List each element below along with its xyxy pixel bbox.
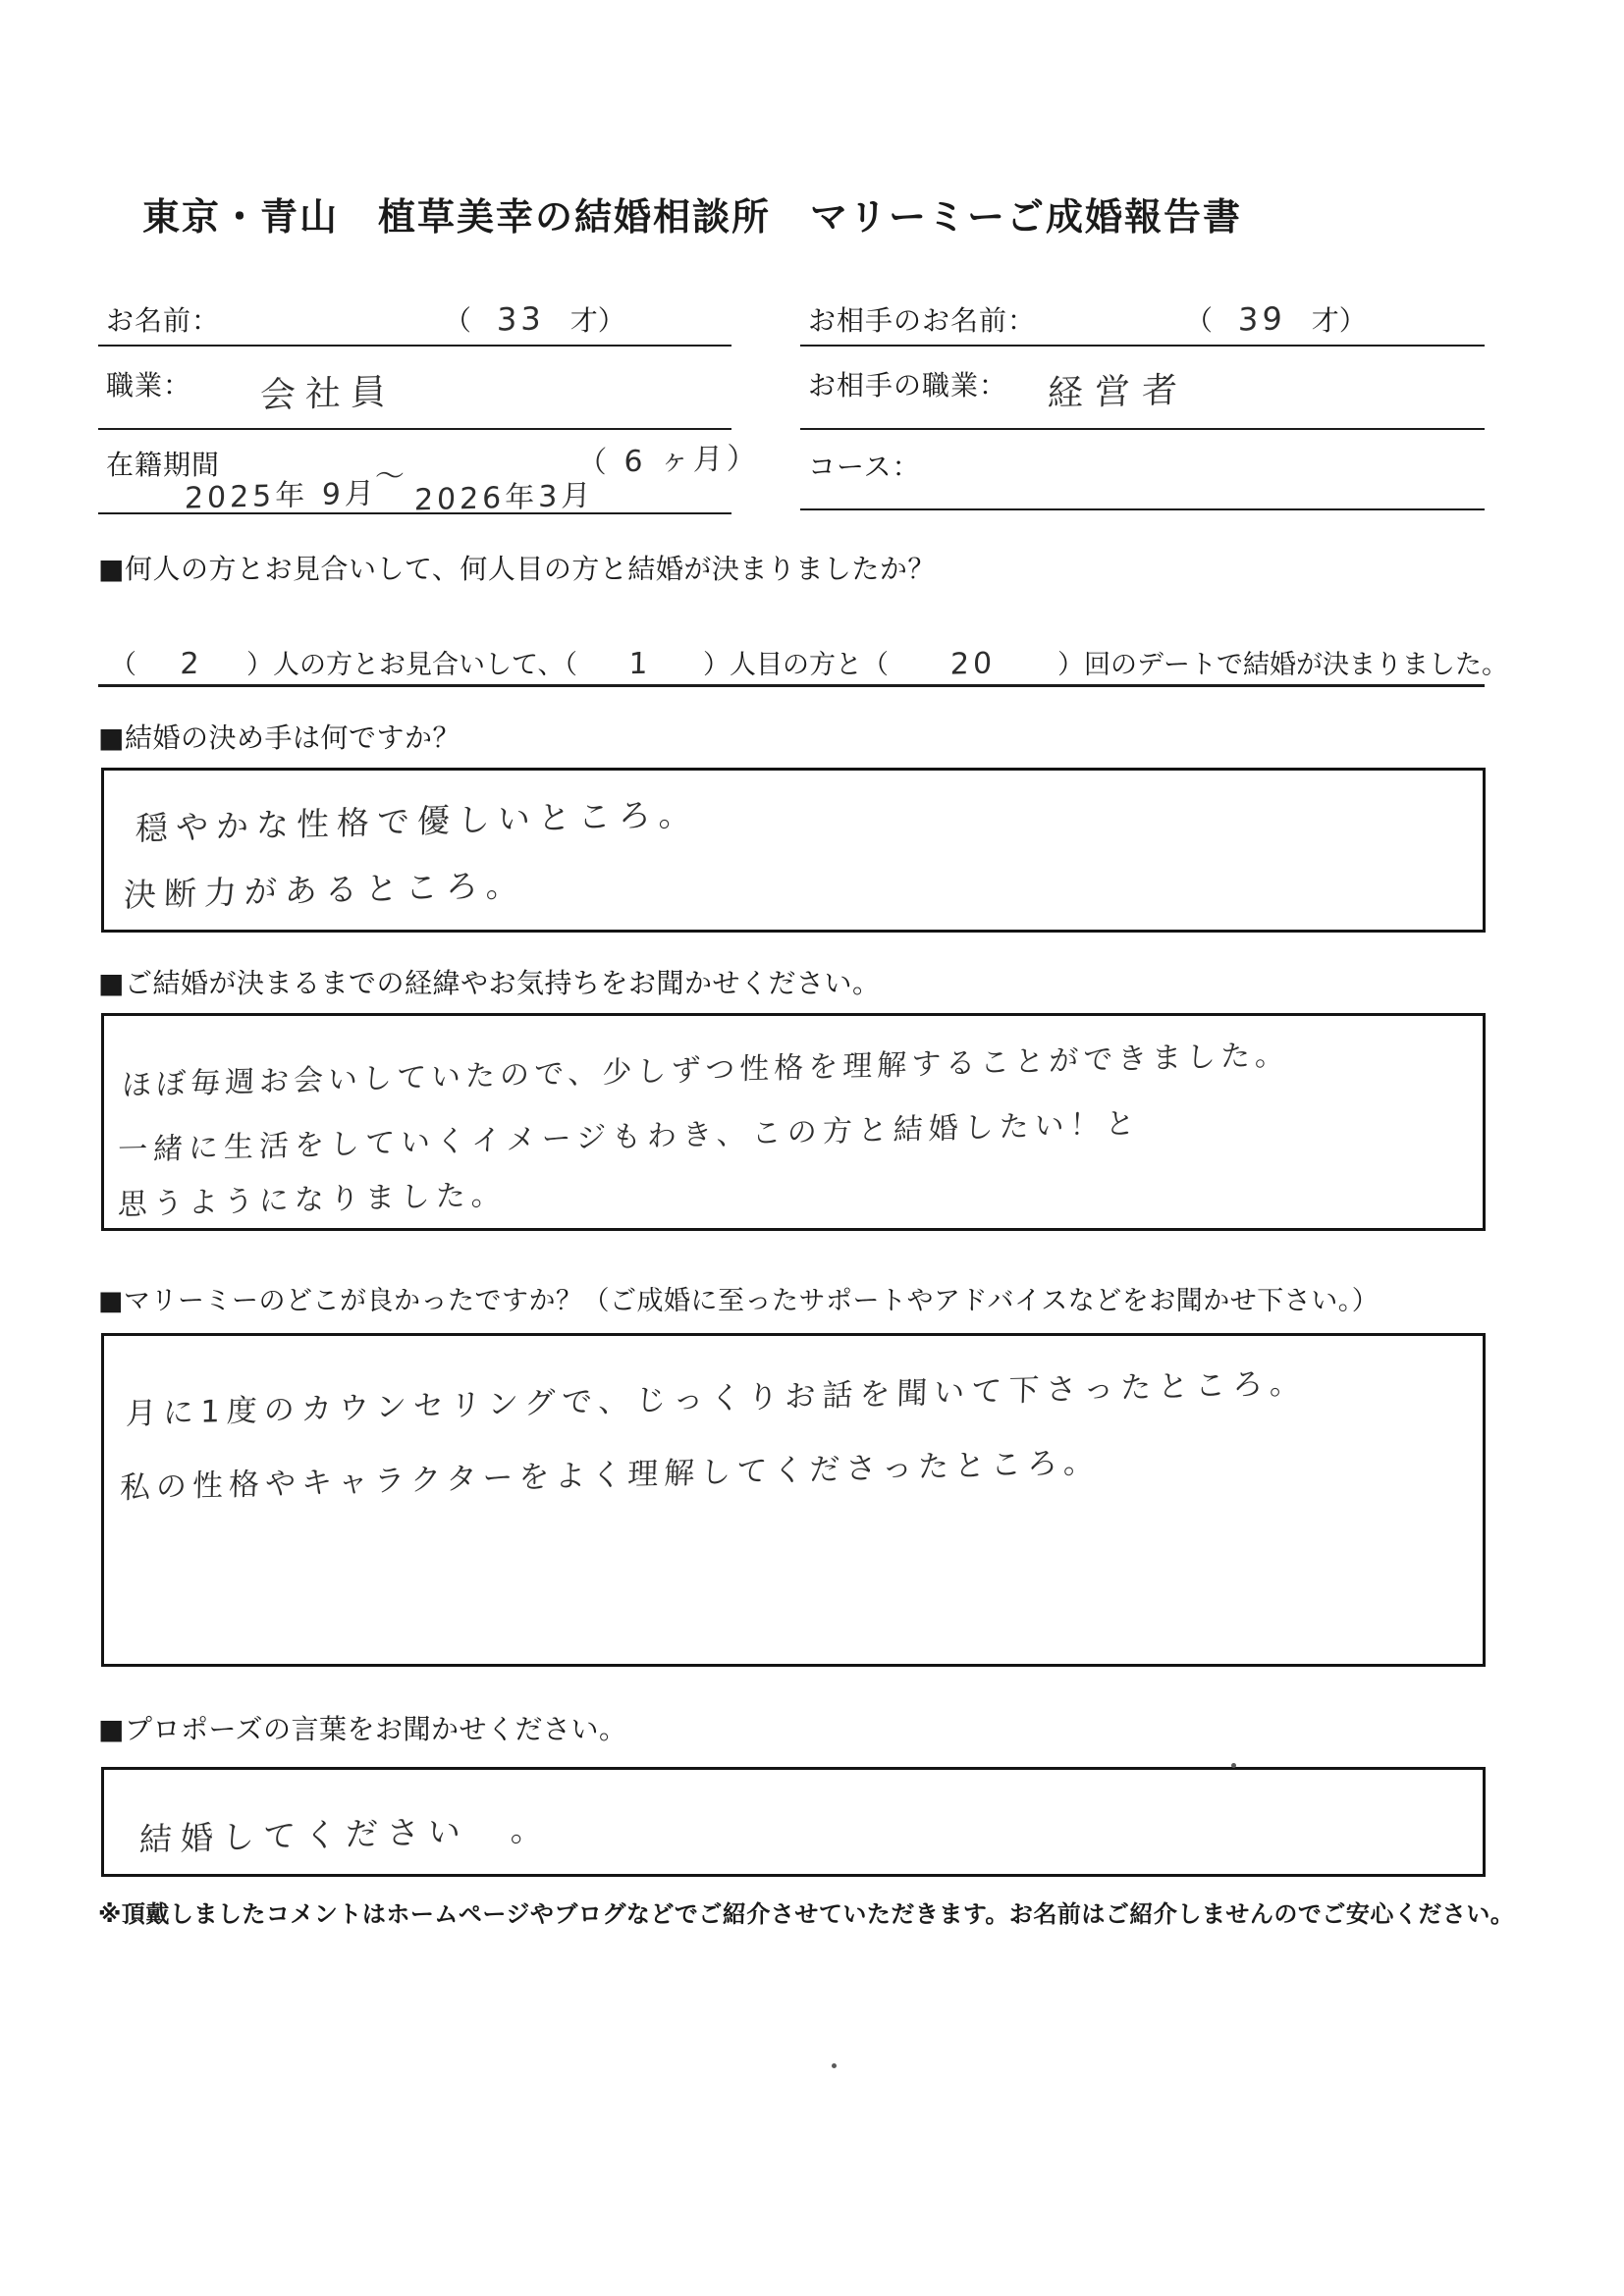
- partner-occupation-value: 経営者: [1047, 370, 1190, 414]
- handwritten-answer-line: 私の性格やキャラクターをよく理解してくださったところ。: [119, 1444, 1101, 1507]
- handwritten-answer-line: 結婚してください 。: [138, 1809, 553, 1859]
- handwritten-answer-line: 思うようになりました。: [117, 1177, 508, 1223]
- partner-age-value: 39: [1237, 299, 1287, 339]
- field-enrollment-period: [98, 430, 761, 518]
- partner-occupation-label: お相手の職業：: [808, 369, 1008, 401]
- footer-note: ※頂戴しましたコメントはホームページやブログなどでご紹介させていただきます。お名前はご紹介しませんのでご安心ください。: [98, 1900, 1515, 1928]
- scan-speck: [1231, 1763, 1236, 1768]
- paren-open: （: [444, 304, 472, 337]
- occupation-label: 職業：: [106, 369, 192, 401]
- q1-answer-seg1: ）人の方とお見合いして、（: [246, 650, 577, 680]
- question-5: ■プロポーズの言葉をお聞かせください。: [98, 1713, 627, 1745]
- field-name: [98, 288, 731, 347]
- question-3: ■ご結婚が決まるまでの経緯やお気持ちをお聞かせください。: [98, 967, 881, 999]
- name-age-value: 33: [496, 299, 546, 339]
- date-count-value: 20: [949, 646, 997, 682]
- q1-answer-line: [110, 643, 1508, 681]
- paren-open: （: [110, 650, 136, 680]
- enrollment-label: 在籍期間: [106, 449, 221, 481]
- scan-speck: [832, 2063, 837, 2068]
- q2-answer-box: [101, 768, 1486, 933]
- q1-answer-seg3: ）回のデートで結婚が決まりました。: [1056, 650, 1508, 680]
- field-partner-name: [800, 288, 1485, 347]
- separator-rule: [98, 684, 1485, 687]
- name-age-group: [444, 299, 625, 339]
- handwritten-answer-line: ほぼ毎週お会いしていたので、少しずつ性格を理解することができました。: [121, 1038, 1290, 1103]
- decided-number-value: 1: [627, 646, 652, 682]
- question-1: ■何人の方とお見合いして、何人目の方と結婚が決まりましたか？: [98, 553, 936, 585]
- met-count-value: 2: [179, 646, 204, 682]
- paren-close: 才）: [1311, 304, 1367, 337]
- q4-answer-box: [101, 1333, 1486, 1667]
- handwritten-answer-line: 決断力があるところ。: [123, 865, 527, 915]
- handwritten-answer-line: 一緒に生活をしていくイメージもわき、この方と結婚したい！と: [117, 1106, 1142, 1168]
- enrollment-end-value: 2026年3月: [413, 478, 595, 518]
- enrollment-tilde: ～: [374, 458, 409, 495]
- field-course: [800, 430, 1485, 510]
- enrollment-start-value: 2025年 9月: [184, 476, 379, 516]
- field-partner-occupation: [800, 347, 1485, 430]
- handwritten-answer-line: 月に1度のカウンセリングで、じっくりお話を聞いて下さったところ。: [125, 1365, 1308, 1432]
- question-4: ■マリーミーのどこが良かったですか？（ご成婚に至ったサポートやアドバイスなどをお聞かせ下さい。）: [98, 1286, 1380, 1316]
- q1-answer-seg2: ）人目の方と（: [702, 650, 889, 680]
- page-title: 東京・青山 植草美幸の結婚相談所 マリーミーご成婚報告書: [142, 195, 1243, 239]
- q5-answer-box: [101, 1767, 1486, 1877]
- question-2: ■結婚の決め手は何ですか？: [98, 721, 460, 754]
- handwritten-answer-line: 穏やかな性格で優しいところ。: [135, 794, 700, 848]
- partner-name-label: お相手のお名前：: [808, 304, 1037, 337]
- partner-age-group: [1185, 299, 1367, 339]
- field-occupation: [98, 347, 731, 430]
- paren-close: 才）: [569, 304, 625, 337]
- course-label: コース：: [808, 451, 921, 483]
- q3-answer-box: [101, 1013, 1486, 1231]
- name-label: お名前：: [106, 304, 221, 337]
- paren-open: （: [1185, 304, 1214, 337]
- enrollment-duration-value: （ 6 ヶ月）: [576, 441, 761, 481]
- occupation-value: 会社員: [259, 372, 397, 416]
